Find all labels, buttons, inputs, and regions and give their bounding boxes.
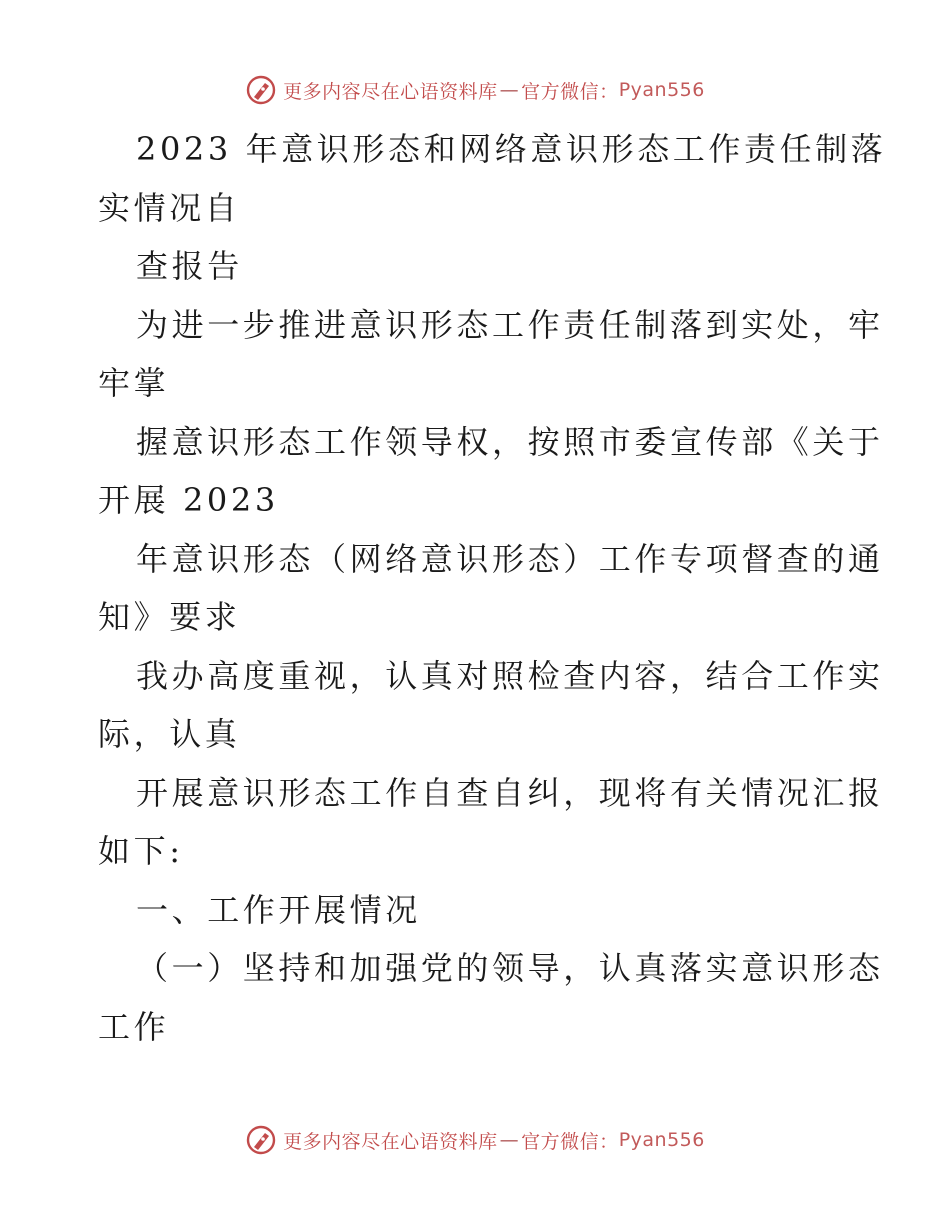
text-line: 年意识形态（网络意识形态）工作专项督查的通 [136,539,884,578]
watermark-dash: — [499,79,520,101]
pen-nib-logo-icon [245,1124,277,1156]
text-line: 实情况自 [98,188,241,227]
text-line: 查报告 [136,247,243,285]
watermark-wechat-label: 官方微信： [521,1130,619,1153]
watermark-site-text: 更多内容尽在心语资料库 [283,80,498,103]
text-line: 2023 年意识形态和网络意识形态工作责任制落 [136,130,887,168]
watermark-wechat-label: 官方微信： [521,80,619,103]
text-line: 一、工作开展情况 [136,890,421,929]
text-line: 开展 2023 [98,481,279,519]
watermark-site-text: 更多内容尽在心语资料库 [283,1130,498,1153]
text-line: 际，认真 [98,715,241,753]
pen-nib-logo-icon [245,74,277,106]
text-line: （一）坚持和加强党的领导，认真落实意识形态 [136,949,884,987]
watermark-dash: — [499,1129,520,1151]
document-body [98,120,887,1056]
text-line: 如下: [98,832,184,870]
text-line: 知》要求 [98,598,241,636]
footer-watermark [0,1120,950,1160]
watermark-wechat-id: Pyan556 [618,79,705,101]
text-line: 我办高度重视，认真对照检查内容，结合工作实 [136,656,884,695]
watermark-wechat-id: Pyan556 [618,1129,705,1151]
text-line: 牢掌 [98,364,170,402]
text-line: 开展意识形态工作自查自纠，现将有关情况汇报 [136,773,884,812]
text-line: 工作 [98,1007,170,1046]
header-watermark [0,70,950,110]
text-line: 为进一步推进意识形态工作责任制落到实处，牢 [136,305,884,344]
text-line: 握意识形态工作领导权，按照市委宣传部《关于 [136,422,884,461]
